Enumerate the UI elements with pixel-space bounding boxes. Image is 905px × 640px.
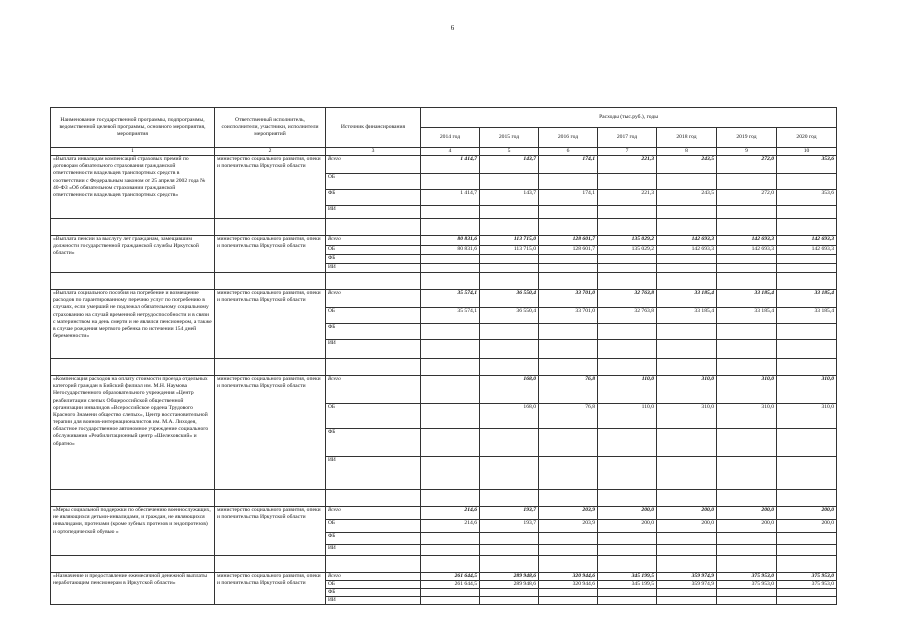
spacer-cell [480,490,539,507]
value-total: 310,0 [777,376,837,404]
measure-name: «Назначение и предоставление ежемесячной денежной выплаты неработающим пенсионерам в Иркутской области» [51,573,215,605]
header-year: 2014 год [421,128,480,148]
value-empty [777,429,837,457]
header-responsible: Ответственный исполнитель, соисполнители, участники, исполнители мероприятий [215,108,326,148]
value-empty [539,174,598,190]
value-empty [657,597,717,605]
value-ob: 33 701,0 [539,308,598,324]
value-empty [480,545,539,556]
table-row [51,573,837,581]
header-year: 2019 год [717,128,777,148]
value-ob: 310,0 [777,404,837,429]
value-total: 272,0 [717,156,777,174]
value-ob: 375 953,0 [717,581,777,589]
value-total: 310,0 [717,376,777,404]
value-total: 33 701,0 [539,290,598,308]
spacer-row [51,219,837,236]
column-number: 4 [421,148,480,156]
spacer-cell [657,490,717,507]
value-total: 32 763,8 [598,290,657,308]
spacer-cell [717,359,777,376]
value-total: 214,6 [421,507,480,520]
value-empty [421,597,480,605]
value-empty [539,429,598,457]
value-empty [421,340,480,359]
budget-table [50,107,837,605]
value-empty [717,533,777,545]
value-total: 174,1 [539,156,598,174]
value-total: 36 550,4 [480,290,539,308]
spacer-cell [480,359,539,376]
measure-name: «Компенсация расходов на оплату стоимости проезда отдельных категорий граждан в Бийский филиал им. М.Н. Наумова Негосударственного образовательного учреждения «Центр реабилитации слепых Общероссийской общественной организации инвалидов «Всероссийское ордена Трудового Красного Знамени общество слепых», Центр восстановительной терапии для воинов-интернационалистов им. М.А. Лиходея, областное государственное автономное учреждение социального обслуживания «Реабилитационный центр «Шелеховский» и обратно» [51,376,215,490]
column-number: 3 [326,148,421,156]
spacer-cell [215,490,326,507]
spacer-cell [777,556,837,573]
value-empty [598,457,657,490]
value-ob: 32 763,8 [598,308,657,324]
value-ob: 289 948,6 [480,581,539,589]
funding-source: ОБ [326,404,421,429]
value-fb: 143,7 [480,190,539,206]
spacer-cell [51,556,215,573]
value-fb: 221,3 [598,190,657,206]
spacer-cell [480,273,539,290]
value-total: 261 644,5 [421,573,480,581]
header-year: 2015 год [480,128,539,148]
value-empty [598,324,657,340]
value-ob: 76,8 [539,404,598,429]
funding-source: Всего [326,290,421,308]
responsible-executor: министерство социального развития, опеки и попечительства Иркутской области [215,290,326,359]
value-total: 200,0 [598,507,657,520]
table-row [51,507,837,520]
value-empty [657,545,717,556]
value-empty [421,324,480,340]
value-total: 359 974,9 [657,573,717,581]
value-empty [421,589,480,597]
value-total: 33 185,4 [777,290,837,308]
funding-source: ФБ [326,429,421,457]
value-fb: 1 414,7 [421,190,480,206]
value-empty [657,457,717,490]
page-number: 6 [450,24,455,32]
funding-source: ФБ [326,255,421,264]
value-empty [480,264,539,273]
value-empty [777,457,837,490]
value-empty [421,533,480,545]
value-ob: 36 550,4 [480,308,539,324]
column-number: 6 [539,148,598,156]
value-empty [598,589,657,597]
funding-source: ФБ [326,190,421,206]
value-ob: 33 185,4 [777,308,837,324]
value-ob: 261 644,5 [421,581,480,589]
value-empty [421,545,480,556]
value-total: 353,6 [777,156,837,174]
spacer-cell [539,490,598,507]
value-empty [480,174,539,190]
value-empty [657,533,717,545]
value-empty [777,324,837,340]
column-number: 2 [215,148,326,156]
value-total: 200,0 [717,507,777,520]
spacer-cell [657,219,717,236]
spacer-cell [598,359,657,376]
spacer-cell [657,273,717,290]
responsible-executor: министерство социального развития, опеки и попечительства Иркутской области [215,573,326,605]
spacer-cell [777,219,837,236]
header-expenses: Расходы (тыс.руб.), годы [421,108,837,128]
table-row [51,290,837,308]
spacer-cell [717,556,777,573]
value-empty [777,255,837,264]
header-source: Источник финансирования [326,108,421,148]
value-total: 289 948,6 [480,573,539,581]
value-empty [777,597,837,605]
funding-source: ФБ [326,324,421,340]
funding-source: Всего [326,236,421,246]
spacer-cell [215,359,326,376]
value-empty [421,264,480,273]
funding-source: ОБ [326,174,421,190]
value-ob: 214,6 [421,520,480,533]
responsible-executor: министерство социального развития, опеки и попечительства Иркутской области [215,507,326,556]
spacer-cell [777,273,837,290]
value-ob: 200,0 [598,520,657,533]
value-total: 135 029,2 [598,236,657,246]
value-empty [421,255,480,264]
value-empty [657,340,717,359]
value-empty [598,255,657,264]
value-ob: 142 693,3 [777,246,837,255]
value-empty [539,545,598,556]
spacer-cell [480,556,539,573]
value-empty [717,206,777,219]
spacer-row [51,556,837,573]
value-empty [717,340,777,359]
value-total: 193,7 [480,507,539,520]
column-number: 1 [51,148,215,156]
funding-source: Всего [326,573,421,581]
funding-source: ИИ [326,545,421,556]
value-empty [717,597,777,605]
value-total: 35 574,1 [421,290,480,308]
measure-name: «Выплата инвалидам компенсаций страховых премий по договорам обязательного страхования гражданской ответственности владельцев транспортных средств в соответствии с Федеральным законом от 25 апреля 2002 года № 40-ФЗ «Об обязательном страховании гражданской ответственности владельцев транспортных средств» [51,156,215,219]
value-empty [598,174,657,190]
spacer-cell [539,219,598,236]
value-ob: 345 199,5 [598,581,657,589]
spacer-cell [421,219,480,236]
value-empty [777,340,837,359]
spacer-cell [717,490,777,507]
value-empty [777,545,837,556]
value-empty [657,324,717,340]
column-number: 7 [598,148,657,156]
value-total: 168,0 [480,376,539,404]
spacer-cell [598,490,657,507]
header-year: 2016 год [539,128,598,148]
value-empty [598,545,657,556]
value-ob: 80 831,6 [421,246,480,255]
value-fb: 243,5 [657,190,717,206]
value-ob [421,404,480,429]
spacer-cell [539,273,598,290]
table-row [51,376,837,404]
responsible-executor: министерство социального развития, опеки и попечительства Иркутской области [215,236,326,273]
value-empty [657,264,717,273]
value-ob: 200,0 [777,520,837,533]
responsible-executor: министерство социального развития, опеки и попечительства Иркутской области [215,376,326,490]
value-total: 142 693,3 [777,236,837,246]
spacer-cell [777,490,837,507]
value-empty [598,264,657,273]
header-year: 2018 год [657,128,717,148]
header-year: 2017 год [598,128,657,148]
value-empty [539,597,598,605]
value-empty [539,255,598,264]
value-total: 33 185,4 [657,290,717,308]
value-empty [598,206,657,219]
value-ob: 320 944,6 [539,581,598,589]
value-total: 128 601,7 [539,236,598,246]
value-empty [480,255,539,264]
column-number: 9 [717,148,777,156]
value-ob: 35 574,1 [421,308,480,324]
value-ob: 310,0 [717,404,777,429]
value-ob: 113 715,0 [480,246,539,255]
spacer-cell [717,273,777,290]
funding-source: ИИ [326,597,421,605]
spacer-cell [598,556,657,573]
value-ob: 359 974,9 [657,581,717,589]
value-empty [717,429,777,457]
spacer-cell [421,273,480,290]
spacer-row [51,273,837,290]
value-empty [421,174,480,190]
funding-source: ИИ [326,264,421,273]
spacer-cell [539,556,598,573]
value-empty [777,174,837,190]
value-empty [480,597,539,605]
value-total: 80 831,6 [421,236,480,246]
funding-source: Всего [326,376,421,404]
spacer-cell [215,556,326,573]
spacer-cell [215,219,326,236]
value-total: 33 185,4 [717,290,777,308]
responsible-executor: министерство социального развития, опеки и попечительства Иркутской области [215,156,326,219]
value-ob: 375 953,0 [777,581,837,589]
value-ob: 200,0 [717,520,777,533]
value-total: 375 953,0 [777,573,837,581]
value-total: 221,3 [598,156,657,174]
spacer-cell [777,359,837,376]
value-empty [421,206,480,219]
funding-source: Всего [326,507,421,520]
spacer-cell [51,359,215,376]
funding-source: ФБ [326,533,421,545]
value-empty [480,533,539,545]
value-total: 203,9 [539,507,598,520]
value-empty [480,340,539,359]
table-row [51,156,837,174]
value-empty [598,340,657,359]
value-total: 1 414,7 [421,156,480,174]
value-fb: 272,0 [717,190,777,206]
funding-source: ОБ [326,308,421,324]
value-ob: 200,0 [657,520,717,533]
value-empty [717,545,777,556]
value-total: 375 953,0 [717,573,777,581]
funding-source: ИИ [326,340,421,359]
spacer-row [51,490,837,507]
value-total [421,376,480,404]
funding-source: ОБ [326,246,421,255]
column-number: 8 [657,148,717,156]
spacer-cell [480,219,539,236]
spacer-cell [598,273,657,290]
value-ob: 168,0 [480,404,539,429]
value-ob: 33 185,4 [717,308,777,324]
spacer-cell [326,556,421,573]
value-empty [717,264,777,273]
value-fb: 353,6 [777,190,837,206]
value-total: 345 199,5 [598,573,657,581]
spacer-cell [326,359,421,376]
funding-source: ФБ [326,589,421,597]
spacer-cell [421,359,480,376]
value-fb: 174,1 [539,190,598,206]
value-empty [777,589,837,597]
value-empty [480,429,539,457]
value-ob: 142 693,3 [717,246,777,255]
value-total: 200,0 [657,507,717,520]
value-empty [421,429,480,457]
value-ob: 135 029,2 [598,246,657,255]
value-total: 142 693,3 [717,236,777,246]
value-empty [717,589,777,597]
value-empty [539,457,598,490]
value-empty [598,429,657,457]
value-empty [777,206,837,219]
value-empty [717,255,777,264]
value-total: 243,5 [657,156,717,174]
measure-name: «Меры социальной поддержки по обеспечению военнослужащих, не являющихся детьми-инвалидами, и граждан, не являющихся инвалидами, протезами (кроме зубных протезов и эндопротезов) и ортопедической обувью » [51,507,215,556]
spacer-cell [326,219,421,236]
value-total: 113 715,0 [480,236,539,246]
value-empty [480,457,539,490]
value-empty [657,255,717,264]
value-empty [717,457,777,490]
funding-source: ИИ [326,206,421,219]
value-total: 142 693,3 [657,236,717,246]
value-empty [421,457,480,490]
value-empty [777,264,837,273]
funding-source: Всего [326,156,421,174]
value-empty [539,533,598,545]
column-number: 5 [480,148,539,156]
spacer-cell [215,273,326,290]
spacer-cell [421,490,480,507]
value-empty [480,206,539,219]
value-ob: 110,0 [598,404,657,429]
value-empty [717,324,777,340]
value-empty [777,533,837,545]
spacer-cell [51,273,215,290]
value-ob: 142 693,3 [657,246,717,255]
spacer-cell [657,359,717,376]
value-empty [539,340,598,359]
value-ob: 193,7 [480,520,539,533]
table-row [51,236,837,246]
value-total: 200,0 [777,507,837,520]
value-empty [480,324,539,340]
value-total: 76,8 [539,376,598,404]
value-empty [657,589,717,597]
spacer-cell [421,556,480,573]
funding-source: ИИ [326,457,421,490]
spacer-cell [717,219,777,236]
value-empty [539,206,598,219]
funding-source: ОБ [326,581,421,589]
measure-name: «Выплата пенсии за выслугу лет гражданам, замещавшим должности государственной гражданской службы Иркутской области» [51,236,215,273]
header-name: Наименование государственной программы, подпрограммы, ведомственной целевой программы, основного мероприятия, мероприятия [51,108,215,148]
funding-source: ОБ [326,520,421,533]
value-ob: 128 601,7 [539,246,598,255]
value-empty [657,206,717,219]
header-year: 2020 год [777,128,837,148]
value-ob: 310,0 [657,404,717,429]
value-empty [598,597,657,605]
spacer-cell [657,556,717,573]
value-total: 110,0 [598,376,657,404]
value-empty [539,589,598,597]
spacer-cell [326,273,421,290]
value-empty [598,533,657,545]
value-empty [539,324,598,340]
value-total: 310,0 [657,376,717,404]
value-empty [657,174,717,190]
value-empty [539,264,598,273]
value-empty [717,174,777,190]
value-ob: 203,9 [539,520,598,533]
spacer-cell [51,490,215,507]
value-empty [480,589,539,597]
value-empty [657,429,717,457]
spacer-cell [51,219,215,236]
value-total: 320 944,6 [539,573,598,581]
spacer-cell [539,359,598,376]
value-total: 143,7 [480,156,539,174]
column-number: 10 [777,148,837,156]
spacer-cell [326,490,421,507]
measure-name: «Выплата социального пособия на погребение и возмещение расходов по гарантированному перечню услуг по погребению в случаях, если умерший не подлежал обязательному социальному страхованию на случай временной нетрудоспособности и в связи с материнством на день смерти и не являлся пенсионером, а также в случае рождения мертвого ребенка по истечении 154 дней беременности» [51,290,215,359]
value-ob: 33 185,4 [657,308,717,324]
spacer-cell [598,219,657,236]
spacer-row [51,359,837,376]
